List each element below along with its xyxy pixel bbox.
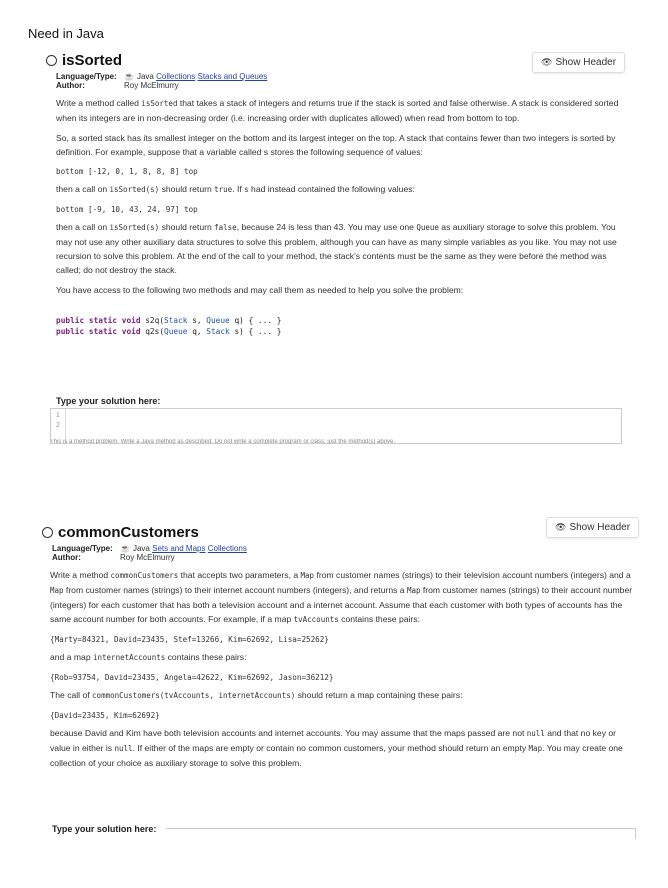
header-note: Need in Java bbox=[28, 26, 104, 41]
solution-label: Type your solution here: bbox=[56, 396, 161, 406]
description-paragraph: then a call on isSorted(s) should return false, because 24 is less than 43. You may use one Queue as auxiliary storage to solve this problem. You may not use any other auxiliary data structures to solve this problem, although you can have as many simple variables as you like. You may not use recursion to solve this problem. At the end of the call to your method, the stack's contents must be the same as they were before the method was called; do not destroy the stack. bbox=[56, 222, 617, 275]
language-label: Language/Type: bbox=[52, 544, 113, 553]
eye-icon: 👁 bbox=[555, 522, 567, 532]
author-value: Roy McElmurry bbox=[120, 553, 175, 562]
java-icon: ☕ bbox=[120, 544, 130, 553]
footer-note: This is a method problem. Write a Java method as described. Do not write a complete program or class; just the method(s) above. bbox=[50, 439, 396, 444]
radio-icon[interactable] bbox=[42, 527, 53, 538]
code-example: {David=23435, Kim=62692} bbox=[50, 711, 160, 720]
eye-icon: 👁 bbox=[541, 57, 553, 67]
problem-is-sorted bbox=[46, 52, 622, 444]
language-value: Java bbox=[132, 544, 150, 553]
problem-meta bbox=[52, 544, 636, 562]
author-label: Author: bbox=[52, 553, 81, 562]
tag-link-collections[interactable]: Collections bbox=[156, 72, 196, 81]
solution-section-1 bbox=[50, 396, 622, 444]
description-paragraph: because David and Kim have both television accounts and internet accounts. You may assume that the maps passed are not null and that no key or value in either is null. If either of the maps are empty or contain no common customers, your method should return an empty Map. You may create one collection of your choice as auxiliary storage to solve this problem. bbox=[50, 728, 623, 768]
tag-link-collections[interactable]: Collections bbox=[207, 544, 247, 553]
tag-link-stacks-queues[interactable]: Stacks and Queues bbox=[197, 72, 268, 81]
problem-common-customers bbox=[42, 514, 636, 844]
line-gutter: 1 2 bbox=[51, 409, 66, 443]
code-example: {Rob=93754, David=23435, Angela=42622, Kim=62692, Jason=36212} bbox=[50, 673, 334, 682]
author-label: Author: bbox=[56, 81, 85, 90]
problem-meta bbox=[56, 72, 622, 90]
description-paragraph: then a call on isSorted(s) should return true. If s had instead contained the following values: bbox=[56, 184, 415, 194]
radio-icon[interactable] bbox=[46, 55, 57, 66]
problem-title: commonCustomers bbox=[58, 524, 199, 541]
description-paragraph: Write a method called isSorted that takes a stack of integers and returns true if the stack is sorted and false otherwise. A stack is considered sorted when its integers are in non-decreasing order (i.e. increasing order with duplicates allowed) when read from bottom to top. bbox=[56, 98, 619, 123]
description-paragraph: The call of commonCustomers(tvAccounts, internetAccounts) should return a map containing these pairs: bbox=[50, 690, 463, 700]
description-paragraph: You have access to the following two methods and may call them as needed to help you solve the problem: bbox=[56, 285, 464, 295]
language-label: Language/Type: bbox=[56, 72, 117, 81]
code-example: bottom [-9, 10, 43, 24, 97] top bbox=[56, 205, 198, 214]
code-example: bottom [-12, 0, 1, 8, 8, 8] top bbox=[56, 167, 198, 176]
author-value: Roy McElmurry bbox=[124, 81, 179, 90]
java-icon: ☕ bbox=[124, 72, 134, 81]
code-example: {Marty=84321, David=23435, Stef=13266, Kim=62692, Lisa=25262} bbox=[50, 635, 329, 644]
solution-label: Type your solution here: bbox=[52, 824, 157, 834]
solution-section-2 bbox=[46, 824, 636, 839]
problem-title: isSorted bbox=[62, 52, 123, 69]
method-signatures: public static void s2q(Stack s, Queue q) { ... } public static void q2s(Queue q, Stack s) { ... } bbox=[56, 316, 282, 336]
tag-link-sets-maps[interactable]: Sets and Maps bbox=[152, 544, 206, 553]
description-paragraph: and a map internetAccounts contains these pairs: bbox=[50, 652, 247, 662]
solution-editor[interactable] bbox=[166, 828, 636, 839]
description-paragraph: Write a method commonCustomers that accepts two parameters, a Map from customer names (strings) to their television account numbers (integers) and a Map from customer names (strings) to their internet account numbers (integers), and returns a Map from customer names (strings) to their account number (integers) for each customer that has both a television account and a internet account. Assume that each customer with both types of accounts has the same account number for both accounts. For example, if a map tvAccounts contains these pairs: bbox=[50, 570, 633, 624]
language-value: Java bbox=[136, 72, 154, 81]
show-header-label: Show Header bbox=[569, 522, 631, 533]
show-header-label: Show Header bbox=[555, 57, 617, 68]
description-paragraph: So, a sorted stack has its smallest integer on the bottom and its largest integer on the top. A stack that contains fewer than two integers is sorted by definition. For example, suppose that a variable called s stores the following sequence of values: bbox=[56, 133, 616, 157]
